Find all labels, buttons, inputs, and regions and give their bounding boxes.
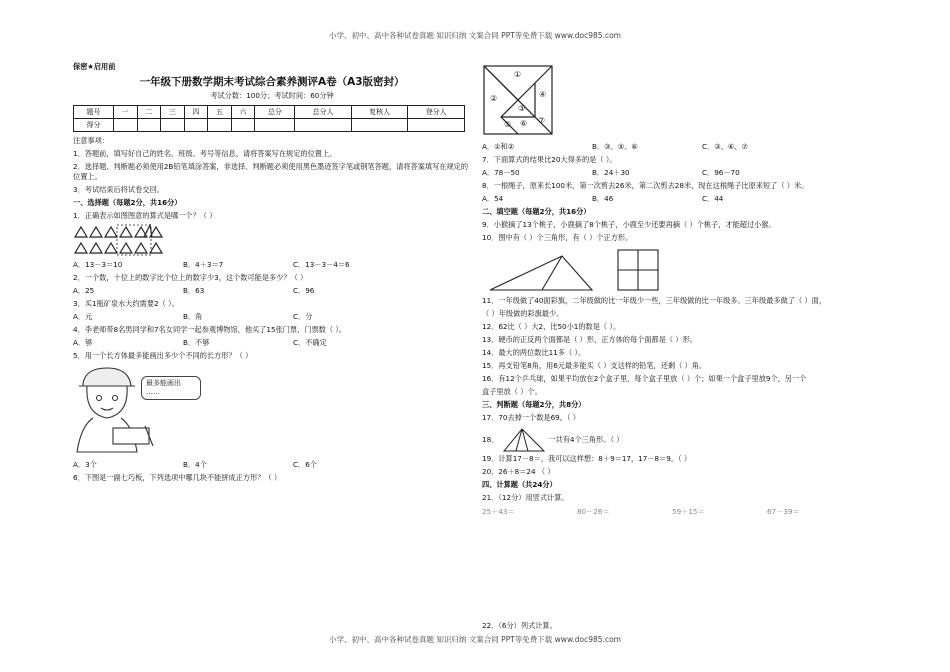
section-heading: 三、判断题（每题2分，共8分） (482, 400, 586, 409)
q18-triangle-icon (498, 427, 548, 453)
bubble-line: …… (146, 388, 160, 396)
option-b[interactable]: B．46 (592, 194, 614, 203)
q18-text: 一共有4个三角形。（ ） (548, 435, 624, 444)
option-a[interactable]: A．54 (482, 194, 504, 203)
q3-options (73, 312, 471, 325)
triangles-row-2 (75, 243, 162, 253)
option-b[interactable]: B．4个 (183, 460, 207, 469)
question-text: 19．计算17－8＝，我可以这样想：8＋9＝17，17－8＝9。（ ） (482, 454, 692, 463)
question-text: 9．小猴摘了13个桃子，小鹿摘了8个桃子，小鹿至少还要再摘（ ）个桃子，才能超过小猴。 (482, 220, 776, 229)
option-b[interactable]: B．③、⑤、⑥ (592, 142, 638, 151)
section-heading: 一、选择题（每题2分，共16分） (73, 198, 182, 207)
page-header: 小学、初中、高中各种试卷真题 知识归纳 文案合同 PPT等免费下载 www.doc985.com (329, 31, 621, 40)
question-text: 13．硬币的正反两个面都是（ ）形，正方体的每个面都是（ ）形。 (482, 335, 697, 344)
calc-item: 67－39＝ (767, 507, 800, 516)
q4-options (73, 338, 471, 351)
option-a[interactable]: A．25 (73, 286, 95, 295)
q10-figures (482, 246, 882, 296)
score-header-cell: 六 (231, 106, 255, 119)
page-footer: 小学、初中、高中各种试卷真题 知识归纳 文案合同 PPT等免费下载 www.doc985.com (329, 635, 621, 644)
calc-item: 59＋15＝ (672, 507, 705, 516)
score-header-cell: 四 (184, 106, 208, 119)
score-header-cell: 总分人 (295, 106, 352, 119)
question-text: 22．（6分）列式计算。 (482, 621, 557, 630)
option-a[interactable]: A．元 (73, 312, 93, 321)
score-header-cell: 二 (137, 106, 161, 119)
q1-options (73, 260, 471, 273)
tangram-label: ④ (539, 90, 547, 99)
option-c[interactable]: C．不确定 (293, 338, 327, 347)
score-cell[interactable] (255, 119, 295, 132)
option-c[interactable]: C．44 (702, 194, 724, 203)
option-b[interactable]: B．不够 (183, 338, 210, 347)
tangram-label: ③ (518, 104, 526, 113)
question-text: 5．用一个长方体最多能画出多少个不同的长方形？（ ） (73, 351, 253, 360)
option-b[interactable]: B．24＋30 (592, 168, 630, 177)
calc-item: 25＋43＝ (482, 507, 515, 516)
question-text: 6．下图是一副七巧板，下列选项中哪几块不能拼成正方形？（ ） (73, 473, 282, 482)
question-text: 盒子里放（ ）个。 (482, 387, 542, 396)
question-text: 12．62比（ ）大2，比50小1的数是（ ）。 (482, 322, 621, 331)
score-header-cell: 一 (114, 106, 138, 119)
question-text: 3．买1瓶矿泉水大约需要2（ ）。 (73, 299, 179, 308)
option-b[interactable]: B．63 (183, 286, 205, 295)
q5-options (73, 460, 471, 473)
score-header-cell: 五 (208, 106, 232, 119)
score-header-cell: 总分 (255, 106, 295, 119)
q18-row (482, 426, 882, 454)
option-b[interactable]: B．4＋3＝7 (183, 260, 224, 269)
triangles-row-1 (75, 225, 162, 237)
score-cell[interactable] (351, 119, 408, 132)
tangram-label: ⑦ (538, 116, 546, 125)
score-cell[interactable] (184, 119, 208, 132)
option-a[interactable]: A．①和② (482, 142, 515, 151)
note-item: 1．答题前，填写好自己的姓名、班级、考号等信息，请将答案写在规定的位置上。 (73, 149, 337, 158)
score-row-label: 得分 (74, 119, 114, 132)
secret-label: 保密★启用前 (73, 62, 116, 71)
q7-options (482, 168, 882, 181)
bubble-line: 最多能画出 (146, 379, 181, 387)
score-cell[interactable] (408, 119, 465, 132)
question-text: 17．70去掉一个数是69。（ ） (482, 413, 580, 422)
option-c[interactable]: C．96 (293, 286, 315, 295)
section-heading: 二、填空题（每题2分，共16分） (482, 207, 591, 216)
question-text: （ ）年级做的彩旗最少。 (482, 309, 564, 318)
score-cell[interactable] (114, 119, 138, 132)
q18-number: 18． (482, 435, 499, 444)
tangram-label: ② (490, 94, 498, 103)
option-c[interactable]: C．分 (293, 312, 313, 321)
option-a[interactable]: A．78－50 (482, 168, 520, 177)
option-b[interactable]: B．角 (183, 312, 203, 321)
score-cell[interactable] (161, 119, 185, 132)
note-item: 3．考试结束后将试卷交回。 (73, 185, 164, 194)
score-header-cell: 复核人 (351, 106, 408, 119)
score-table (73, 105, 465, 132)
q8-options (482, 194, 882, 207)
q6-options (482, 142, 882, 155)
option-a[interactable]: A．13－3＝10 (73, 260, 123, 269)
right-column (482, 64, 882, 630)
calc-row (482, 506, 882, 520)
score-header-cell: 三 (161, 106, 185, 119)
score-cell[interactable] (137, 119, 161, 132)
tangram-label: ① (514, 70, 522, 79)
left-column (73, 62, 471, 486)
q2-options (73, 286, 471, 299)
question-text: 21．（12分）用竖式计算。 (482, 493, 569, 502)
option-c[interactable]: C．96－70 (702, 168, 740, 177)
option-a[interactable]: A．3个 (73, 460, 97, 469)
score-table-header-row (74, 106, 465, 119)
option-c[interactable]: C．13－3－4＝6 (293, 260, 350, 269)
question-text: 15．再支铅笔8角，用6元最多能买（ ）支这样的铅笔，还剩（ ）角。 (482, 361, 707, 370)
question-text: 11．一年级做了40面彩旗，二年级做的比一年级少一些，三年级做的比一年级多。三年级最多做了（ ）面， (482, 296, 827, 305)
question-text: 2．一个数，十位上的数字比个位上的数字少3，这个数可能是多少？（ ） (73, 273, 308, 282)
note-item: 2．选择题、判断题必须使用2B铅笔填涂答案，非选择、判断题必须使用黑色墨迹签字笔或钢笔答题，请将答案填写在规定的位置上。 (73, 162, 469, 181)
calc-item: 80－26＝ (577, 507, 610, 516)
question-text: 7．下面算式的结果比20大得多的是（ ）。 (482, 155, 617, 164)
triangles-figure (73, 224, 193, 256)
score-header-cell: 登分人 (408, 106, 465, 119)
question-text: 8．一根绳子，原来长100米，第一次剪去26米，第二次剪去28米，现在这根绳子比原来短了（ ）米。 (482, 181, 809, 190)
tangram-figure (482, 64, 554, 136)
question-text: 14．最大的两位数比11多（ ）。 (482, 348, 586, 357)
question-text: 10．图中有（ ）个三角形，有（ ）个正方形。 (482, 233, 633, 242)
notes-heading: 注意事项： (73, 136, 109, 145)
speech-bubble (141, 376, 201, 400)
score-cell[interactable] (295, 119, 352, 132)
score-cell[interactable] (231, 119, 255, 132)
exam-subtitle: 考试分数：100分；考试时间：60分钟 (210, 91, 334, 100)
score-header-cell: 题号 (74, 106, 114, 119)
tangram-label: ⑥ (520, 119, 528, 128)
score-table-row (74, 119, 465, 132)
exam-title: 一年级下册数学期末考试综合素养测评A卷（A3版密封） (139, 76, 405, 88)
question-text: 16．有12个乒乓球，如果平均放在2个盒子里，每个盒子里放（ ）个；如果一个盒子里放9个，另一个 (482, 374, 807, 383)
option-c[interactable]: C．③、⑥、⑦ (702, 142, 748, 151)
score-cell[interactable] (208, 119, 232, 132)
question-text: 1．正确表示如图图意的算式是哪一个？（ ） (73, 211, 217, 220)
question-text: 20．26＋8＝24 （ ） (482, 467, 555, 476)
q10-shapes-icon (482, 248, 722, 296)
section-heading: 四、计算题（共24分） (482, 480, 557, 489)
tangram-label: ⑤ (504, 120, 512, 129)
option-a[interactable]: A．够 (73, 338, 93, 347)
option-c[interactable]: C．6个 (293, 460, 317, 469)
child-illustration (73, 364, 471, 460)
question-text: 4．李老师带8名男同学和7名女同学一起参观博物馆，他买了15张门票，门票数（ ）。 (73, 325, 347, 334)
